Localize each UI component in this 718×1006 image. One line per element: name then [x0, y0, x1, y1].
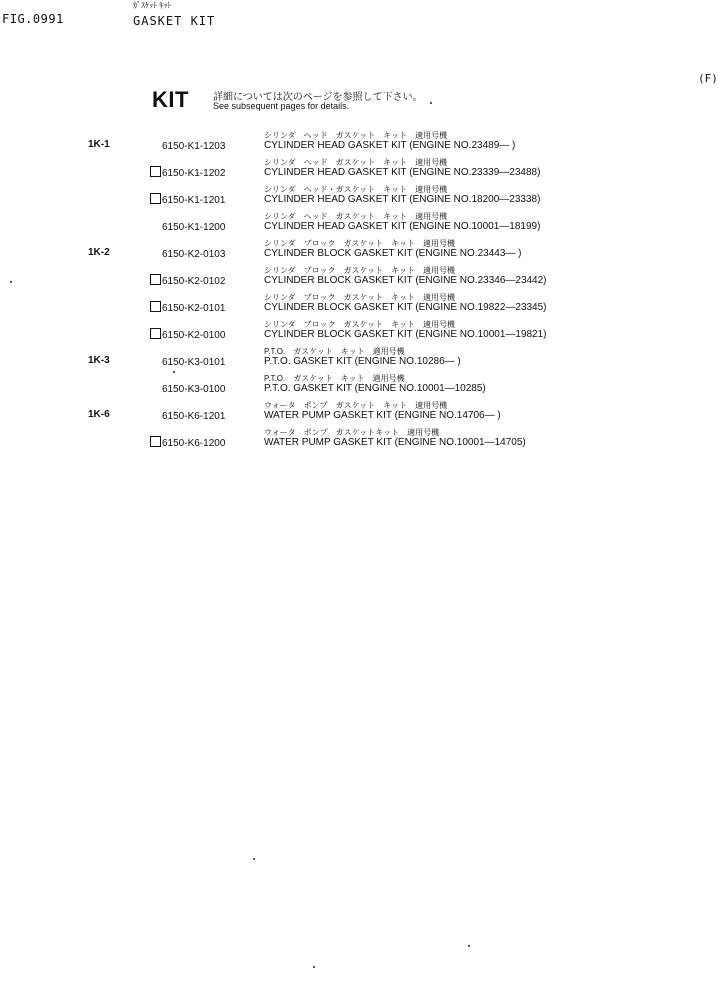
description-japanese: シリンダ ヘッド・ガスケット キット 適用号機 [264, 185, 448, 194]
description-japanese: ウォータ ポンプ ガスケットキット 適用号機 [264, 428, 440, 437]
parts-row [0, 158, 718, 185]
description-japanese: シリンダ ブロック ガスケット キット 適用号機 [264, 239, 455, 248]
description-japanese: P.T.O. ガスケット キット 適用号機 [264, 374, 405, 383]
description-english: CYLINDER HEAD GASKET KIT (ENGINE NO.18200—23338) [264, 194, 541, 205]
checkbox-icon [150, 166, 161, 177]
kit-heading: KIT [152, 87, 189, 112]
scan-speck [253, 858, 255, 860]
part-number[interactable]: 6150-K1-1200 [162, 222, 226, 233]
parts-row [0, 347, 718, 374]
part-number[interactable]: 6150-K1-1201 [150, 193, 225, 206]
note-english: See subsequent pages for details. [213, 101, 350, 111]
parts-row [0, 293, 718, 320]
part-number[interactable]: 6150-K3-0100 [162, 384, 226, 395]
parts-row [0, 131, 718, 158]
item-number: 1K-1 [88, 139, 110, 150]
scan-speck [10, 281, 12, 283]
parts-row [0, 185, 718, 212]
description-japanese: P.T.O. ガスケット キット 適用号機 [264, 347, 405, 356]
description-english: WATER PUMP GASKET KIT (ENGINE NO.14706— ) [264, 410, 501, 421]
note-japanese: 詳細については次のページを参照して下さい。 [213, 92, 423, 103]
item-number: 1K-3 [88, 355, 110, 366]
part-number[interactable]: 6150-K2-0102 [150, 274, 225, 287]
item-number: 1K-2 [88, 247, 110, 258]
description-english: CYLINDER HEAD GASKET KIT (ENGINE NO.23489— ) [264, 140, 516, 151]
part-number[interactable]: 6150-K2-0100 [150, 328, 225, 341]
description-english: CYLINDER BLOCK GASKET KIT (ENGINE NO.19822—23345) [264, 302, 547, 313]
checkbox-icon [150, 301, 161, 312]
description-japanese: ウォータ ポンプ ガスケット キット 適用号機 [264, 401, 448, 410]
description-english: CYLINDER HEAD GASKET KIT (ENGINE NO.10001—18199) [264, 221, 541, 232]
page-title: GASKET KIT [133, 14, 216, 28]
description-english: WATER PUMP GASKET KIT (ENGINE NO.10001—14705) [264, 437, 526, 448]
item-number: 1K-6 [88, 409, 110, 420]
page-flag: (F) [698, 72, 718, 85]
description-english: CYLINDER BLOCK GASKET KIT (ENGINE NO.23346—23442) [264, 275, 547, 286]
scan-speck [173, 371, 175, 373]
scan-speck [430, 102, 432, 104]
part-number[interactable]: 6150-K6-1200 [150, 436, 225, 449]
checkbox-icon [150, 328, 161, 339]
description-japanese: シリンダ ブロック ガスケット キット 適用号機 [264, 266, 455, 275]
title-japanese: ｶﾞｽｹｯﾄ ｷｯﾄ [133, 1, 172, 10]
parts-row [0, 428, 718, 455]
description-english: CYLINDER BLOCK GASKET KIT (ENGINE NO.23443— ) [264, 248, 522, 259]
description-japanese: シリンダ ブロック ガスケット キット 適用号機 [264, 320, 455, 329]
parts-row [0, 212, 718, 239]
parts-row [0, 266, 718, 293]
description-japanese: シリンダ ヘッド ガスケット キット 適用号機 [264, 212, 448, 221]
checkbox-icon [150, 436, 161, 447]
description-english: P.T.O. GASKET KIT (ENGINE NO.10001—10285) [264, 383, 486, 394]
part-number[interactable]: 6150-K1-1203 [162, 141, 226, 152]
parts-row [0, 239, 718, 266]
checkbox-icon [150, 193, 161, 204]
checkbox-icon [150, 274, 161, 285]
part-number[interactable]: 6150-K2-0103 [162, 249, 226, 260]
parts-row [0, 401, 718, 428]
scan-speck [313, 966, 315, 968]
description-japanese: シリンダ ヘッド ガスケット キット 適用号機 [264, 158, 448, 167]
description-japanese: シリンダ ヘッド ガスケット キット 適用号機 [264, 131, 448, 140]
description-japanese: シリンダ ブロック ガスケット キット 適用号機 [264, 293, 455, 302]
parts-row [0, 374, 718, 401]
description-english: CYLINDER BLOCK GASKET KIT (ENGINE NO.10001—19821) [264, 329, 547, 340]
part-number[interactable]: 6150-K1-1202 [150, 166, 225, 179]
part-number[interactable]: 6150-K3-0101 [162, 357, 226, 368]
part-number[interactable]: 6150-K2-0101 [150, 301, 225, 314]
part-number[interactable]: 6150-K6-1201 [162, 411, 226, 422]
description-english: CYLINDER HEAD GASKET KIT (ENGINE NO.23339—23488) [264, 167, 541, 178]
scan-speck [468, 945, 470, 947]
description-english: P.T.O. GASKET KIT (ENGINE NO.10286— ) [264, 356, 461, 367]
parts-row [0, 320, 718, 347]
figure-label: FIG.0991 [2, 12, 64, 26]
